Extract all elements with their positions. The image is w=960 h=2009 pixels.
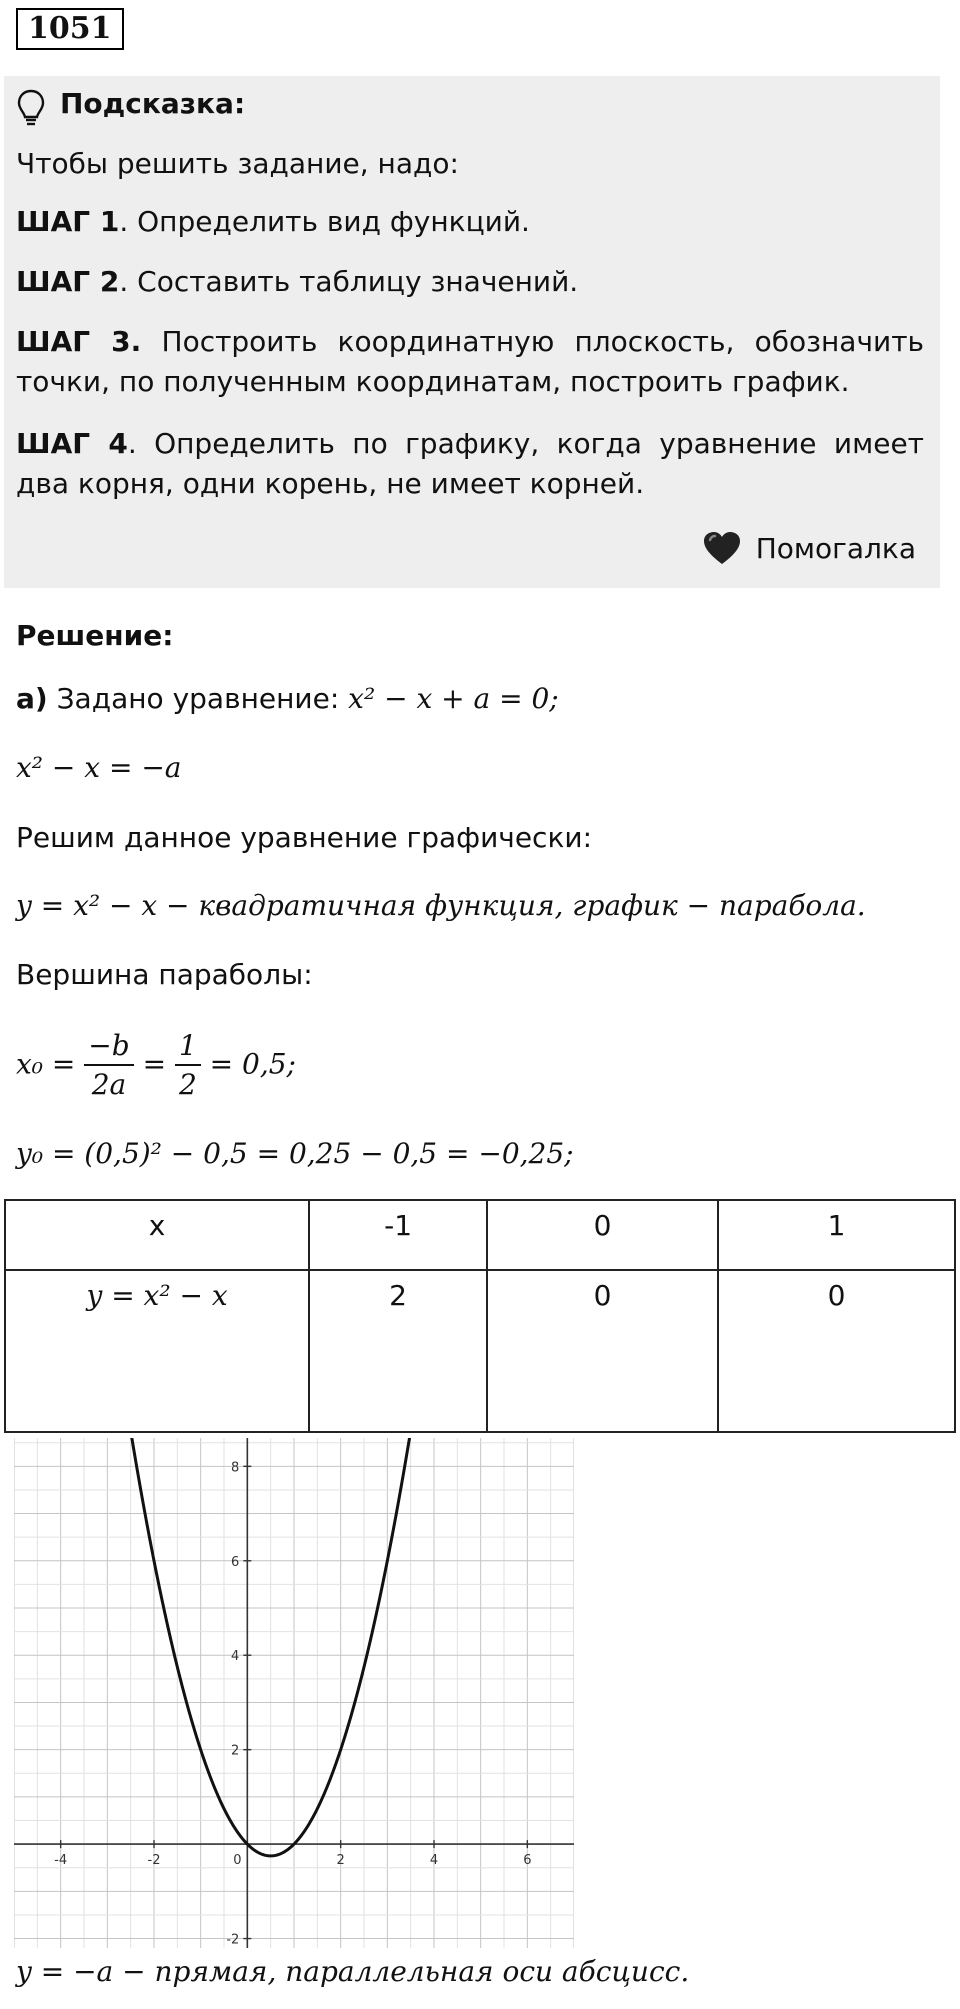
y-tick-label: 8 bbox=[231, 1460, 240, 1476]
y-tick-label: 6 bbox=[231, 1554, 240, 1570]
x-tick-label: -4 bbox=[54, 1853, 68, 1869]
solution-heading: Решение: bbox=[16, 619, 174, 652]
part-label: а) bbox=[16, 682, 48, 715]
x0-equation: x₀ = $\frac{-b}{2a}$ = $\frac{1}{2}$ = 0,5; bbox=[16, 1028, 296, 1104]
hint-step-3 bbox=[16, 322, 924, 402]
x0-result: = 0,5; bbox=[200, 1047, 296, 1081]
x0-lhs: x₀ = bbox=[16, 1047, 85, 1081]
step-text: . Определить по графику, когда уравнение имеет два корня, одни корень, не имеет корней. bbox=[16, 427, 924, 500]
y0-equation: y₀ = (0,5)² − 0,5 = 0,25 − 0,5 = −0,25; bbox=[16, 1137, 574, 1170]
hint-box bbox=[4, 76, 940, 588]
step-label: ШАГ 1 bbox=[16, 205, 120, 238]
table-row bbox=[5, 1270, 955, 1432]
line-equation: y = −a − прямая, параллельная оси абсцисс. bbox=[16, 1955, 690, 1988]
fraction-one-half bbox=[175, 1028, 201, 1104]
table-cell: 0 bbox=[718, 1270, 955, 1432]
given-equation-line bbox=[16, 679, 559, 719]
step-text: Построить координатную плоскость, обозначить точки, по полученным координатам, построить график. bbox=[16, 325, 925, 398]
parabola-graph bbox=[14, 1438, 574, 1948]
table-cell: 1 bbox=[718, 1200, 955, 1270]
equation-2: x² − x = −a bbox=[16, 751, 182, 784]
given-text: Задано уравнение: bbox=[47, 682, 349, 715]
helper-link[interactable] bbox=[702, 530, 916, 566]
table-cell: y = x² − x bbox=[5, 1270, 309, 1432]
step-label: ШАГ 3. bbox=[16, 325, 142, 358]
task-number: 1051 bbox=[16, 8, 124, 50]
y-tick-label: 4 bbox=[231, 1649, 240, 1665]
hint-intro: Чтобы решить задание, надо: bbox=[16, 147, 459, 180]
heart-icon bbox=[702, 530, 742, 566]
step-text: . Определить вид функций. bbox=[119, 205, 530, 238]
y-tick-label: 2 bbox=[231, 1743, 240, 1759]
table-cell: 2 bbox=[309, 1270, 487, 1432]
helper-label: Помогалка bbox=[755, 531, 916, 565]
function-equation: y = x² − x − квадратичная функция, график − парабола. bbox=[16, 889, 866, 922]
hint-step-2 bbox=[16, 262, 924, 302]
table-cell: -1 bbox=[309, 1200, 487, 1270]
table-cell: 0 bbox=[487, 1270, 718, 1432]
x-tick-label: 2 bbox=[336, 1853, 345, 1869]
values-table bbox=[4, 1199, 956, 1433]
step-label: ШАГ 2 bbox=[16, 265, 120, 298]
x-tick-label: 6 bbox=[523, 1853, 532, 1869]
vertex-label: Вершина параболы: bbox=[16, 958, 313, 991]
step-label: ШАГ 4 bbox=[16, 427, 128, 460]
table-header-row bbox=[5, 1200, 955, 1270]
step-text: . Составить таблицу значений. bbox=[119, 265, 579, 298]
x-tick-label: 0 bbox=[233, 1853, 242, 1869]
y-tick-label: -2 bbox=[226, 1932, 240, 1948]
frac-denominator: 2a bbox=[91, 1068, 127, 1101]
frac-denominator: 2 bbox=[178, 1068, 197, 1101]
x-tick-label: 4 bbox=[429, 1853, 439, 1869]
hint-step-1 bbox=[16, 202, 924, 242]
hint-step-4 bbox=[16, 424, 924, 504]
x-tick-label: -2 bbox=[147, 1853, 161, 1869]
table-cell: 0 bbox=[487, 1200, 718, 1270]
table-cell: x bbox=[5, 1200, 309, 1270]
given-equation: x² − x + a = 0; bbox=[348, 682, 559, 715]
frac-numerator: −b bbox=[84, 1028, 133, 1066]
frac-numerator: 1 bbox=[175, 1028, 201, 1066]
hint-title: Подсказка: bbox=[60, 87, 246, 120]
lightbulb-icon bbox=[16, 88, 46, 128]
fraction-b-over-2a bbox=[84, 1028, 133, 1104]
graph-method-text: Решим данное уравнение графически: bbox=[16, 821, 592, 854]
